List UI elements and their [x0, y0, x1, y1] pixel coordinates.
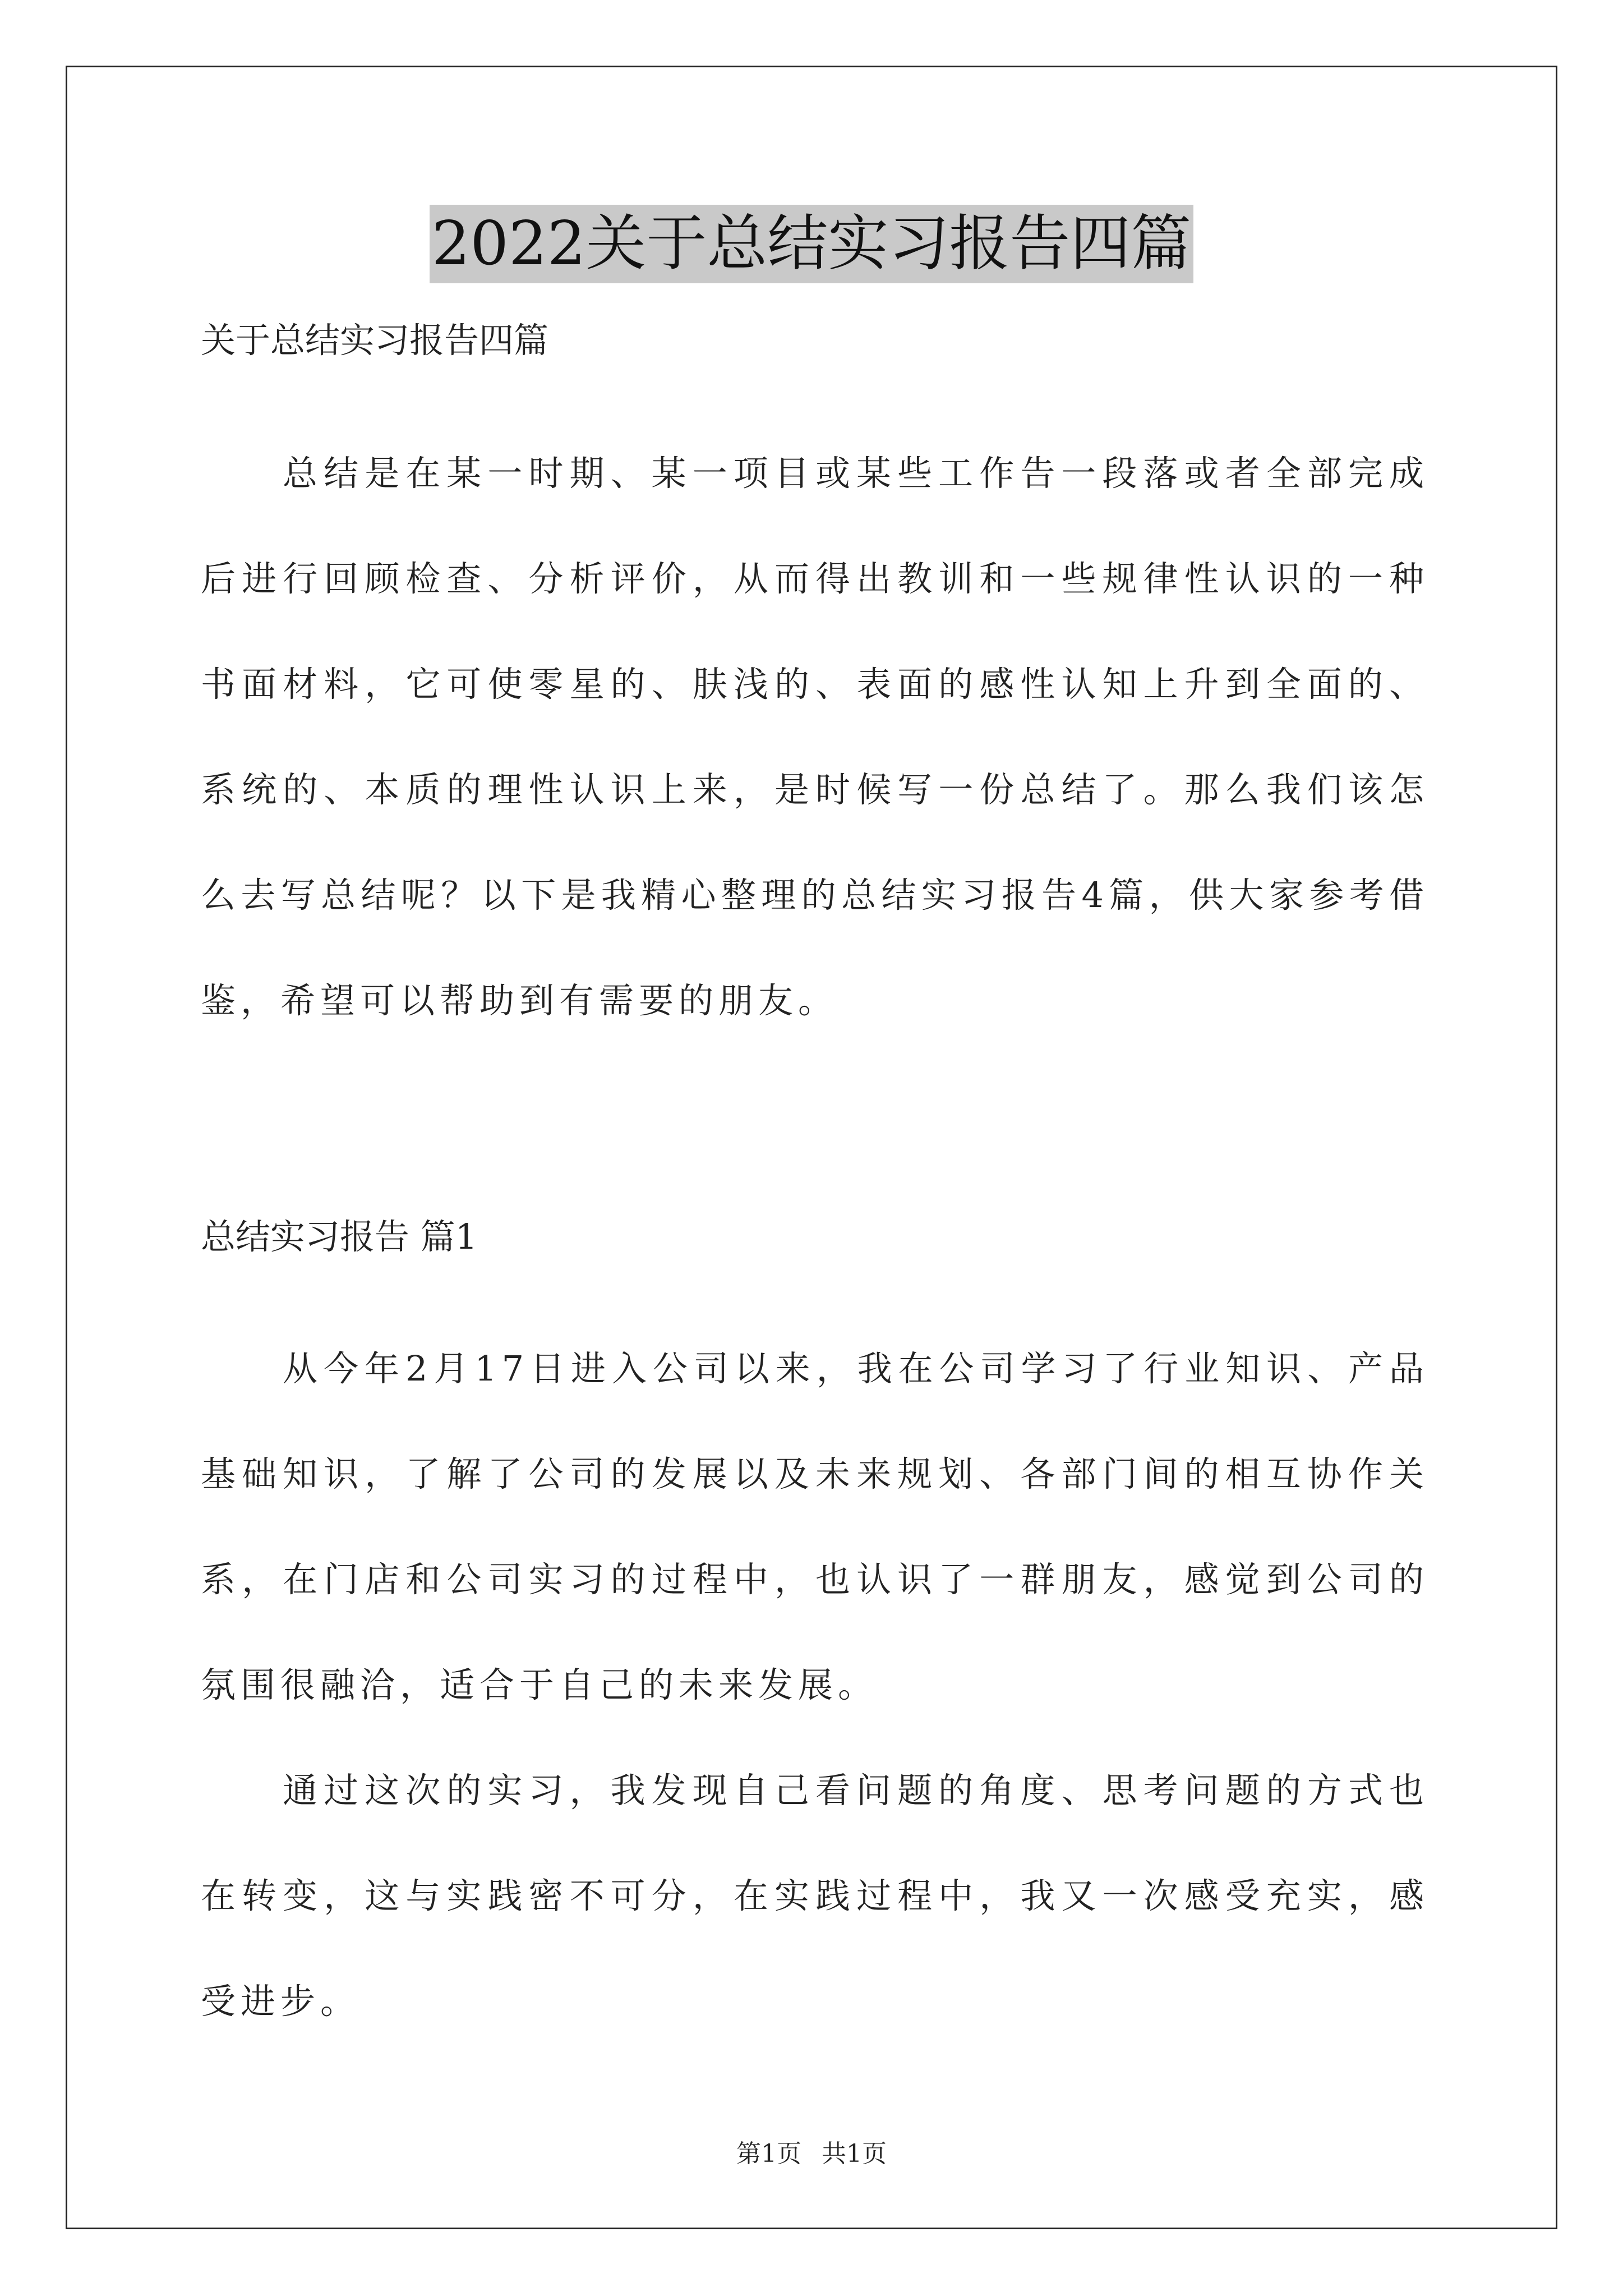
page-footer: [0, 2137, 1623, 2171]
document-title: 2022关于总结实习报告四篇: [430, 205, 1194, 283]
section-heading: 总结实习报告 篇1: [201, 1216, 478, 1257]
title-container: [0, 205, 1623, 283]
document-subtitle: 关于总结实习报告四篇: [201, 320, 549, 361]
section-paragraph-1: 从今年2月17日进入公司以来，我在公司学习了行业知识、产品基础知识，了解了公司的发展以及未来规划、各部门间的相互协作关系，在门店和公司实习的过程中，也认识了一群朋友，感觉到公司的氛围很融洽，适合于自己的未来发展。: [201, 1348, 1429, 1705]
intro-paragraph: 总结是在某一时期、某一项目或某些工作告一段落或者全部完成后进行回顾检查、分析评价，从而得出教训和一些规律性认识的一种书面材料，它可使零星的、肤浅的、表面的感性认知上升到全面的、系统的、本质的理性认识上来，是时候写一份总结了。那么我们该怎么去写总结呢？以下是我精心整理的总结实习报告4篇，供大家参考借鉴，希望可以帮助到有需要的朋友。: [201, 453, 1429, 1021]
page-number: 第1页: [736, 2139, 801, 2168]
section-paragraph-2: 通过这次的实习，我发现自己看问题的角度、思考问题的方式也在转变，这与实践密不可分，在实践过程中，我又一次感受充实，感受进步。: [201, 1770, 1429, 2022]
document-body: [201, 314, 1429, 2054]
page-total: 共1页: [822, 2139, 887, 2168]
